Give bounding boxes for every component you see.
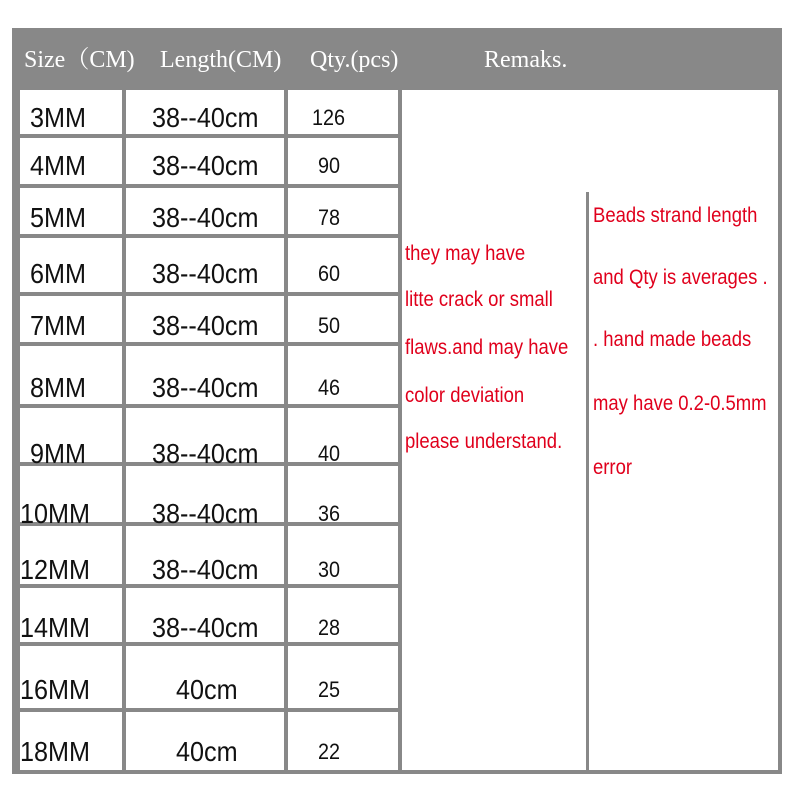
qty-cell: 22 [318, 739, 341, 764]
grid-line-remarks [586, 192, 589, 772]
grid-line-row [20, 234, 400, 238]
size-cell: 4MM [30, 150, 87, 181]
grid-line-col3 [398, 90, 402, 772]
size-cell: 10MM [20, 498, 91, 529]
grid-line-row [20, 342, 400, 346]
remark-left-line: litte crack or small [405, 288, 553, 311]
qty-cell: 90 [318, 153, 341, 178]
length-cell: 38--40cm [152, 498, 259, 529]
grid-line-col1 [122, 90, 126, 772]
size-cell: 5MM [30, 202, 87, 233]
header-size: Size（CM) [24, 47, 135, 73]
length-cell: 38--40cm [152, 438, 259, 469]
remark-left-line: please understand. [405, 430, 563, 453]
qty-cell: 28 [318, 615, 341, 640]
length-cell: 38--40cm [152, 372, 259, 403]
grid-line-col2 [284, 90, 288, 772]
size-cell: 16MM [20, 674, 91, 705]
qty-cell: 78 [318, 205, 341, 230]
size-cell: 18MM [20, 736, 91, 767]
grid-line-row [20, 292, 400, 296]
header-qty: Qty.(pcs) [310, 47, 399, 73]
remark-right-line: . hand made beads [593, 328, 752, 351]
length-cell: 40cm [176, 674, 238, 705]
remark-left-line: flaws.and may have [405, 336, 569, 359]
grid-line-row [20, 404, 400, 408]
remark-right-line: error [593, 456, 633, 479]
length-cell: 38--40cm [152, 258, 259, 289]
qty-cell: 30 [318, 557, 341, 582]
length-cell: 38--40cm [152, 150, 259, 181]
grid-line-row [20, 134, 400, 138]
length-cell: 38--40cm [152, 202, 259, 233]
qty-cell: 60 [318, 261, 341, 286]
length-cell: 38--40cm [152, 612, 259, 643]
size-cell: 3MM [30, 102, 87, 133]
remark-right-line: may have 0.2-0.5mm [593, 392, 767, 415]
length-cell: 38--40cm [152, 310, 259, 341]
header-remarks: Remaks. [484, 47, 568, 73]
qty-cell: 25 [318, 677, 341, 702]
size-cell: 12MM [20, 554, 91, 585]
qty-cell: 50 [318, 313, 341, 338]
grid-line-row [20, 708, 400, 712]
qty-cell: 46 [318, 375, 341, 400]
qty-cell: 36 [318, 501, 341, 526]
size-cell: 8MM [30, 372, 87, 403]
qty-cell: 40 [318, 441, 341, 466]
remark-right-line: Beads strand length [593, 204, 758, 227]
length-cell: 40cm [176, 736, 238, 767]
size-cell: 7MM [30, 310, 87, 341]
qty-cell: 126 [312, 105, 346, 130]
header-length: Length(CM) [160, 47, 282, 73]
remark-right-line: and Qty is averages . [593, 266, 768, 289]
size-cell: 14MM [20, 612, 91, 643]
grid-line-row [20, 184, 400, 188]
remark-left-line: color deviation [405, 384, 525, 407]
remark-left-line: they may have [405, 242, 526, 265]
size-cell: 6MM [30, 258, 87, 289]
length-cell: 38--40cm [152, 102, 259, 133]
length-cell: 38--40cm [152, 554, 259, 585]
size-cell: 9MM [30, 438, 87, 469]
